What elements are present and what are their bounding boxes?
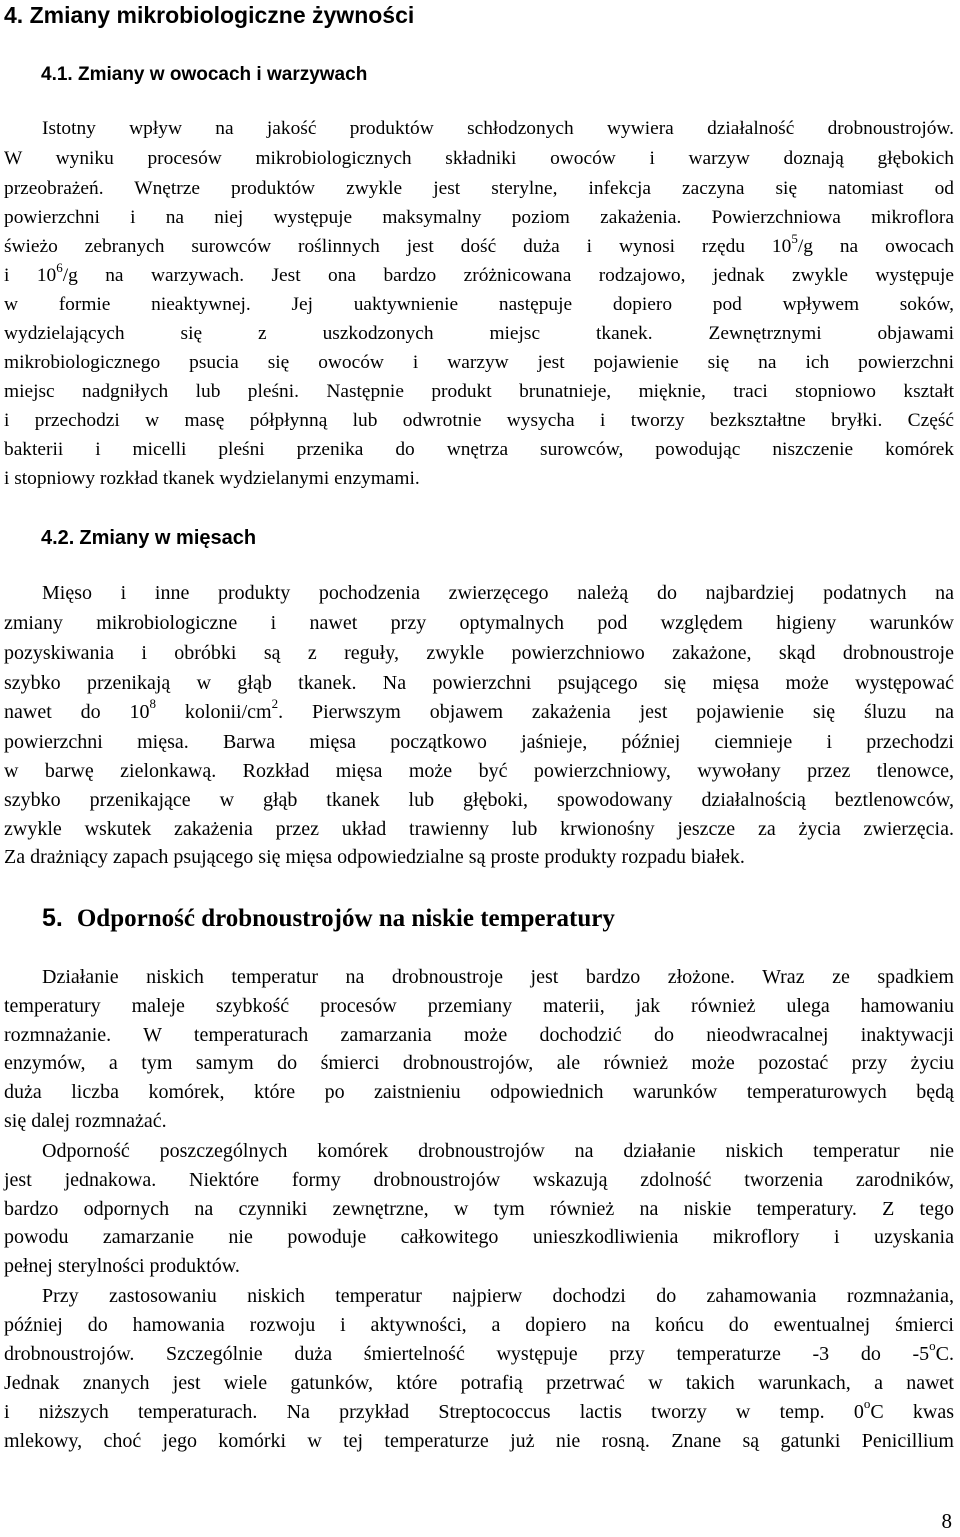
superscript: 6 (56, 259, 63, 275)
text-line: przeobrażeń. Wnętrze produktów zwykle jest sterylne, infekcja zaczyna się natomiast od (4, 178, 954, 199)
text-run: C kwas (870, 1401, 954, 1423)
text-run: kolonii/cm (156, 701, 272, 723)
text-line: bakterii i micelli pleśni przenika do wnętrza surowców, powodując niszczenie komórek (4, 439, 954, 460)
text-run: . Pierwszym objawem zakażenia jest pojawienie się śluzu na (278, 701, 954, 723)
text-line: się dalej rozmnażać. (4, 1110, 167, 1132)
text-line: powodu zamarzanie nie powoduje całkowitego unieszkodliwienia mikroflory i uzyskania (4, 1226, 954, 1248)
text-line: w barwę zielonkawą. Rozkład mięsa może być powierzchniowy, wywołany przez tlenowce, (4, 760, 954, 782)
text-line: enzymów, a tym samym do śmierci drobnoustrojów, ale również może pozostać przy życiu (4, 1052, 954, 1074)
text-line (4, 698, 954, 727)
section-4-heading (4, 0, 414, 30)
text-line: Za drażniący zapach psującego się mięsa odpowiedzialne są proste produkty rozpadu białek. (4, 846, 745, 868)
section-4-2-heading (41, 524, 256, 552)
heading-text: Zmiany mikrobiologiczne żywności (29, 2, 415, 28)
text-run: C. (935, 1343, 954, 1365)
text-line: w formie nieaktywnej. Jej uaktywnienie następuje dopiero pod wpływem soków, (4, 294, 954, 315)
text-line: szybko przenikające w głąb tkanek lub głęboki, spowodowany działalnością beztlenowców, (4, 789, 954, 811)
text-line: wydzielających się z uszkodzonych miejsc tkanek. Zewnętrznymi objawami (4, 323, 954, 344)
text-line: bardzo odpornych na czynniki zewnętrzne, w tym również na niskie temperatury. Z tego (4, 1198, 954, 1220)
text-line: rozmnażanie. W temperaturach zamarzania może dochodzić do nieodwracalnej inaktywacji (4, 1024, 954, 1046)
text-line (4, 1398, 954, 1427)
text-run: i niższych temperaturach. Na przykład Streptococcus lactis tworzy w temp. 0 (4, 1401, 864, 1423)
text-line: pozyskiwania i obróbki są z reguły, zwykle powierzchniowo zakażone, skąd drobnoustroje (4, 642, 954, 664)
text-line: Jednak znanych jest wiele gatunków, które potrafią przetrwać w takich warunkach, a nawet (4, 1372, 954, 1394)
text-line: duża liczba komórek, które po zaistnieniu odpowiednich warunków temperaturowych będą (4, 1081, 954, 1103)
text-line (4, 261, 954, 290)
text-run: /g na owocach (797, 236, 954, 257)
text-line: i przechodzi w masę półpłynną lub odwrotnie wysycha i tworzy bezkształtne bryłki. Część (4, 410, 954, 431)
heading-number: 5. (42, 904, 63, 932)
text-line: Odporność poszczególnych komórek drobnoustrojów na działanie niskich temperatur nie (42, 1140, 954, 1162)
superscript: 5 (791, 230, 798, 246)
text-line: mlekowy, choć jego komórki w tej temperaturze już nie rosną. Znane są gatunki Penicillium (4, 1430, 954, 1452)
text-line: zmiany mikrobiologiczne i nawet przy optymalnych pod względem higieny warunków (4, 612, 954, 634)
section-4-1-heading (41, 62, 367, 88)
text-line: jest jednakowa. Niektóre formy drobnoustrojów wskazują zdolność tworzenia zarodników, (4, 1169, 954, 1191)
page-number: 8 (941, 1509, 952, 1533)
text-line (4, 1340, 954, 1369)
text-line: Istotny wpływ na jakość produktów schłodzonych wywiera działalność drobnoustrojów. (42, 118, 954, 139)
heading-number: 4. (4, 2, 24, 28)
text-line: powierzchni mięsa. Barwa mięsa początkowo jaśnieje, później ciemnieje i przechodzi (4, 731, 954, 753)
text-line: W wyniku procesów mikrobiologicznych składniki owoców i warzyw doznają głębokich (4, 148, 954, 169)
text-line: i stopniowy rozkład tkanek wydzielanymi enzymami. (4, 468, 420, 489)
text-line: temperatury maleje szybkość procesów przemiany materii, jak również ulega hamowaniu (4, 995, 954, 1017)
text-line: mikrobiologicznego psucia się owoców i warzyw jest pojawienie się na ich powierzchni (4, 352, 954, 373)
heading-number: 4.1. (41, 64, 73, 85)
text-run: i 10 (4, 265, 57, 286)
superscript: 8 (149, 696, 157, 712)
superscript: 2 (271, 696, 279, 712)
text-run: /g na warzywach. Jest ona bardzo zróżnicowana rodzajowo, jednak zwykle występuje (62, 265, 954, 286)
text-line: Przy zastosowaniu niskich temperatur najpierw dochodzi do zahamowania rozmnażania, (42, 1285, 954, 1307)
superscript: o (929, 1338, 936, 1354)
text-line: pełnej sterylności produktów. (4, 1255, 240, 1277)
text-run: nawet do 10 (4, 701, 150, 723)
text-line: Działanie niskich temperatur na drobnoustroje jest bardzo złożone. Wraz ze spadkiem (42, 966, 954, 988)
heading-text: Odporność drobnoustrojów na niskie temperatury (76, 905, 615, 932)
text-line: później do hamowania rozwoju i aktywności, a dopiero na końcu do ewentualnej śmierci (4, 1314, 954, 1336)
text-line: szybko przenikają w głąb tkanek. Na powierzchni psującego się mięsa może występować (4, 672, 954, 694)
text-line (4, 232, 954, 261)
text-line: powierzchni i na niej występuje maksymalny poziom zakażenia. Powierzchniowa mikroflora (4, 207, 954, 228)
text-line: zwykle wskutek zakażenia przez układ trawienny lub krwionośny jeszcze za życia zwierzęcia. (4, 818, 954, 840)
superscript: o (863, 1396, 871, 1412)
text-line: miejsc nadgniłych lub pleśni. Następnie produkt brunatnieje, mięknie, traci stopniowo kształt (4, 381, 954, 402)
heading-text: Zmiany w owocach i warzywach (77, 64, 368, 85)
section-5-heading (42, 901, 615, 936)
heading-number: 4.2. (41, 527, 75, 549)
text-line: Mięso i inne produkty pochodzenia zwierzęcego należą do najbardziej podatnych na (42, 582, 954, 604)
heading-text: Zmiany w mięsach (79, 527, 257, 549)
text-run: świeżo zebranych surowców roślinnych jest dość duża i wynosi rzędu 10 (4, 236, 792, 257)
text-run: drobnoustrojów. Szczególnie duża śmiertelność występuje przy temperaturze -3 do -5 (4, 1343, 930, 1365)
